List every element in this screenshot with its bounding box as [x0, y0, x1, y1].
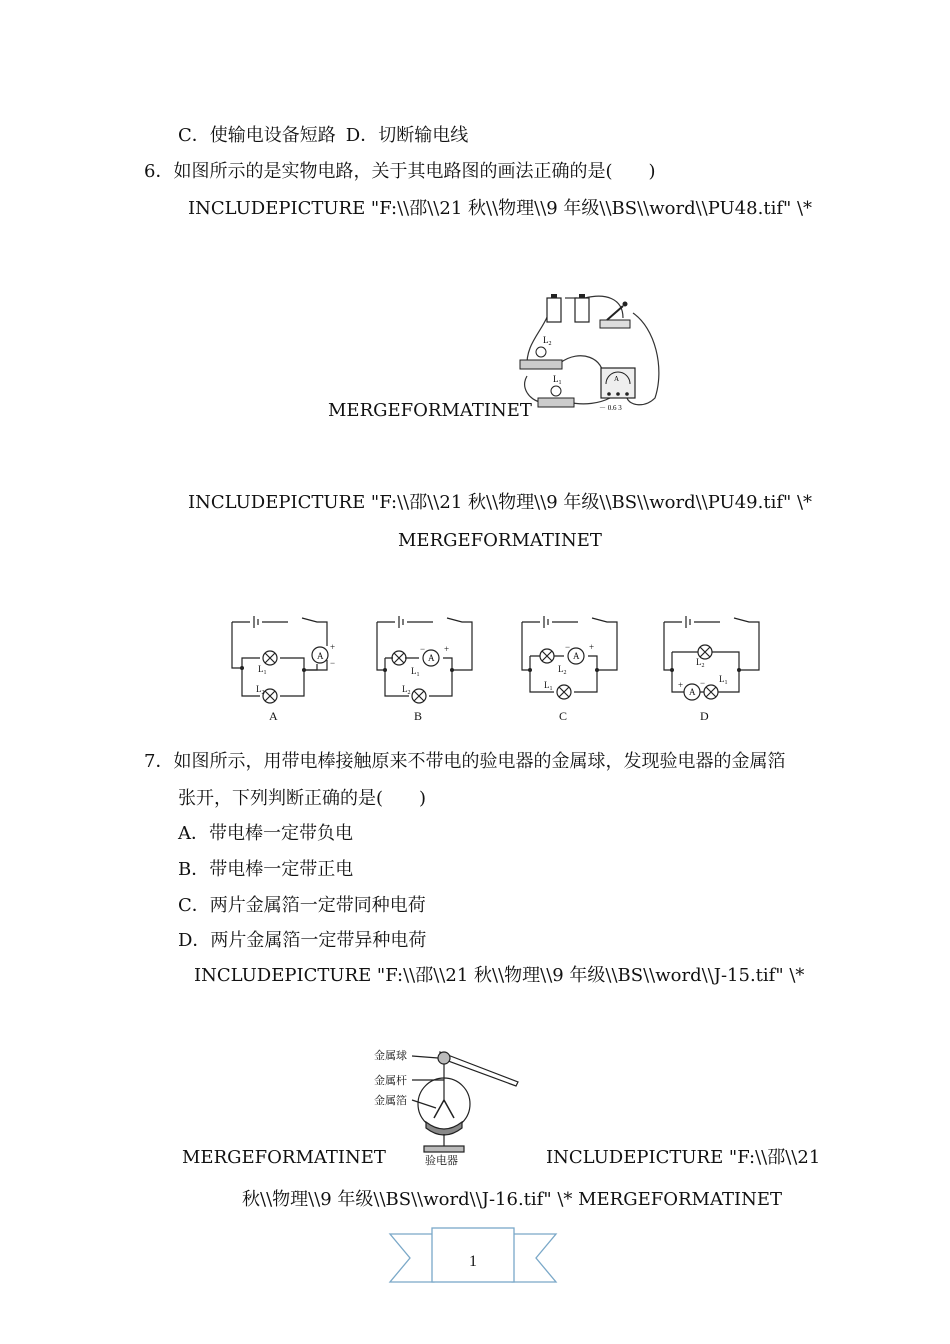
circuit-a-ammeter-label: A: [317, 651, 324, 661]
q7-include-field-1a: INCLUDEPICTURE "F:\\邵\\21 秋\\物理\\9 年级\\BS\\word\\J-15.tif" \*: [194, 965, 805, 986]
circuit-d-bottom-lamp-label: $L_1$: [719, 674, 728, 686]
lamp-l1-bulb: [551, 386, 561, 396]
q5-option-d: D．切断输电线: [345, 125, 469, 146]
circuit-a-plus: +: [330, 642, 336, 652]
electroscope-figure: [370, 1042, 530, 1170]
circuit-c-minus: −: [565, 642, 571, 652]
circuit-b-ammeter-label: A: [428, 653, 435, 663]
circuit-b-bottom-lamp-label: $L_2$: [402, 684, 411, 696]
circuit-c-bottom-lamp-label: $L_1$: [544, 680, 553, 692]
page-number-ribbon: [388, 1226, 558, 1288]
photo-label-ammeter: A: [614, 375, 620, 383]
circuit-a-top-lamp-label: $L_1$: [258, 664, 267, 676]
circuit-c-top-lamp-label: $L_2$: [558, 664, 567, 676]
battery-1: [547, 298, 561, 322]
circuit-d-top-lamp-label: $L_2$: [696, 657, 705, 669]
q6-include-field-1b: MERGEFORMATINET: [328, 400, 532, 421]
metal-ball: [438, 1052, 450, 1064]
q6-include-field-2b: MERGEFORMATINET: [398, 530, 602, 551]
label-metal-rod: 金属杆: [374, 1075, 407, 1087]
q7-include-field-1b: MERGEFORMATINET: [182, 1147, 386, 1168]
circuit-c: [522, 616, 617, 699]
lamp-l1-holder: [538, 398, 574, 407]
photo-label-l1: $L_1$: [553, 374, 562, 386]
circuit-c-letter: C: [559, 709, 568, 723]
q5-option-c: C．使输电设备短路: [178, 125, 336, 146]
circuit-b: [377, 616, 472, 703]
circuit-b-top-lamp-label: $L_1$: [411, 666, 420, 678]
photo-label-terminals: － 0.6 3: [599, 404, 622, 412]
q6-stem: 6．如图所示的是实物电路，关于其电路图的画法正确的是( ): [144, 161, 656, 182]
circuit-b-letter: B: [414, 709, 423, 723]
circuit-options-figure: [222, 608, 762, 726]
circuit-a-bottom-lamp-label: $L_2$: [256, 684, 265, 696]
q7-option-c: C．两片金属箔一定带同种电荷: [178, 895, 426, 916]
label-metal-foil: 金属箔: [374, 1095, 407, 1107]
circuit-b-minus: −: [420, 644, 426, 654]
circuit-c-ammeter-label: A: [573, 651, 580, 661]
q6-include-field-1a: INCLUDEPICTURE "F:\\邵\\21 秋\\物理\\9 年级\\BS\\word\\PU48.tif" \*: [188, 198, 813, 219]
photo-label-l2: $L_2$: [543, 335, 552, 347]
q7-stem-line-2: 张开，下列判断正确的是( ): [178, 788, 427, 809]
q6-include-field-2a: INCLUDEPICTURE "F:\\邵\\21 秋\\物理\\9 年级\\BS\\word\\PU49.tif" \*: [188, 492, 813, 513]
q7-option-d: D．两片金属箔一定带异种电荷: [178, 930, 427, 951]
q7-option-a: A．带电棒一定带负电: [178, 823, 353, 844]
page-number: 1: [469, 1253, 477, 1270]
label-metal-ball: 金属球: [374, 1050, 407, 1062]
charged-rod: [440, 1052, 518, 1086]
q7-stem-line-1: 7．如图所示，用带电棒接触原来不带电的验电器的金属球，发现验电器的金属箔: [144, 751, 786, 772]
circuit-c-plus: +: [589, 642, 595, 652]
label-electroscope-caption: 验电器: [425, 1155, 458, 1167]
metal-foils: [434, 1100, 454, 1118]
circuit-d-plus: +: [678, 680, 684, 690]
q7-include-field-2b: 秋\\物理\\9 年级\\BS\\word\\J-16.tif" \* MERGEFORMATINET: [242, 1189, 783, 1210]
circuit-a-letter: A: [269, 709, 278, 723]
q5-options-line: [178, 124, 468, 148]
circuit-a: [232, 616, 328, 703]
q7-option-b: B．带电棒一定带正电: [178, 859, 354, 880]
circuit-b-plus: +: [444, 644, 450, 654]
circuit-d-minus: −: [700, 678, 706, 688]
circuit-d-letter: D: [700, 709, 709, 723]
circuit-d-ammeter-label: A: [689, 687, 696, 697]
lamp-l2-bulb: [536, 347, 546, 357]
switch: [600, 320, 630, 328]
circuit-a-minus: −: [330, 658, 336, 668]
lamp-l2-holder: [520, 360, 562, 369]
battery-2: [575, 298, 589, 322]
q7-include-field-2a: INCLUDEPICTURE "F:\\邵\\21: [546, 1147, 821, 1168]
